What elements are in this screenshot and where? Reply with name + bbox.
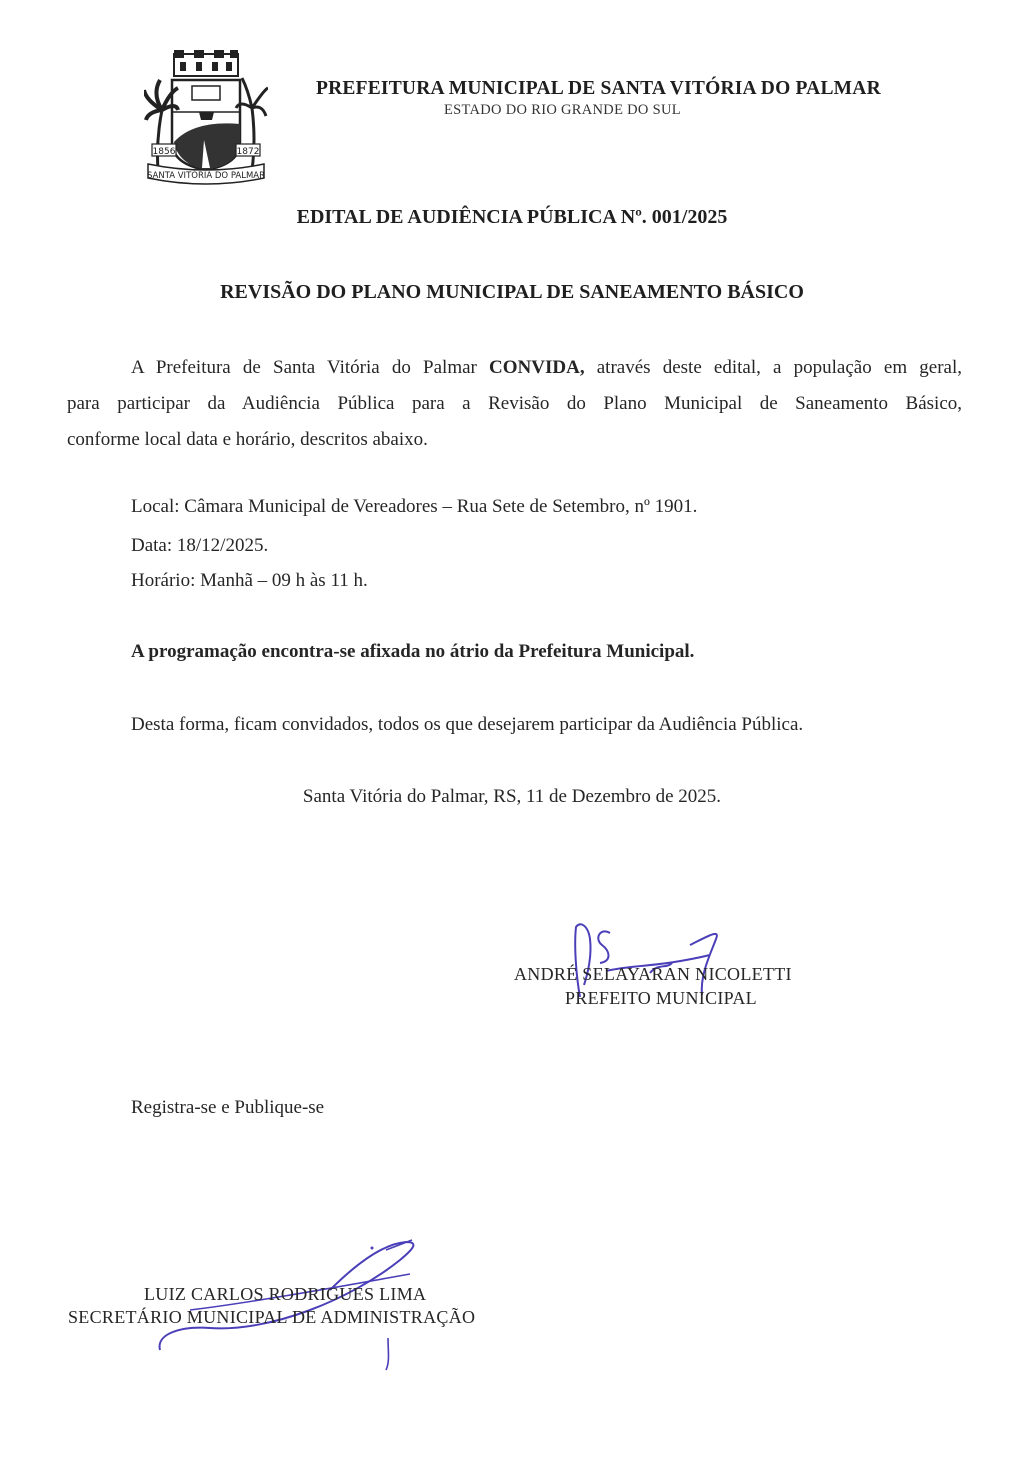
mayor-name: ANDRÉ SELAYARAN NICOLETTI (514, 964, 792, 984)
header-subtitle: ESTADO DO RIO GRANDE DO SUL (444, 102, 681, 118)
header-title: PREFEITURA MUNICIPAL DE SANTA VITÓRIA DO PALMAR (316, 78, 881, 99)
subject-title: REVISÃO DO PLANO MUNICIPAL DE SANEAMENTO BÁSICO (220, 281, 804, 303)
intro-paragraph (67, 350, 962, 458)
mayor-role: PREFEITO MUNICIPAL (565, 988, 757, 1008)
municipal-crest-logo (144, 50, 268, 186)
intro-line-2: para participar da Audiência Pública para a Revisão do Plano Municipal de Saneamento Básico, (67, 393, 962, 414)
event-date: Data: 18/12/2025. (131, 535, 269, 556)
programacao-notice: A programação encontra-se afixada no átrio da Prefeitura Municipal. (131, 641, 695, 662)
registra-publique: Registra-se e Publique-se (131, 1097, 325, 1118)
place-and-date: Santa Vitória do Palmar, RS, 11 de Dezembro de 2025. (302, 786, 722, 807)
crest-left-year: 1856 (152, 147, 176, 157)
edital-title: EDITAL DE AUDIÊNCIA PÚBLICA Nº. 001/2025 (296, 206, 728, 228)
secretary-name: LUIZ CARLOS RODRIGUES LIMA (144, 1284, 427, 1304)
intro-line-1 (67, 350, 962, 386)
crest-right-year: 1872 (236, 147, 260, 157)
intro-text: A Prefeitura de Santa Vitória do Palmar (131, 357, 490, 378)
crest-banner-text: SANTA VITÓRIA DO PALMAR (146, 171, 266, 181)
invitation-text: Desta forma, ficam convidados, todos os que desejarem participar da Audiência Pública. (131, 714, 804, 735)
intro-text: através deste edital, a população em geral, (584, 357, 962, 378)
secretary-role: SECRETÁRIO MUNICIPAL DE ADMINISTRAÇÃO (68, 1307, 476, 1327)
intro-bold-text: CONVIDA, (489, 357, 585, 378)
event-time: Horário: Manhã – 09 h às 11 h. (131, 570, 368, 591)
intro-line-3: conforme local data e horário, descritos abaixo. (67, 429, 428, 450)
event-location: Local: Câmara Municipal de Vereadores – Rua Sete de Setembro, nº 1901. (131, 496, 698, 517)
